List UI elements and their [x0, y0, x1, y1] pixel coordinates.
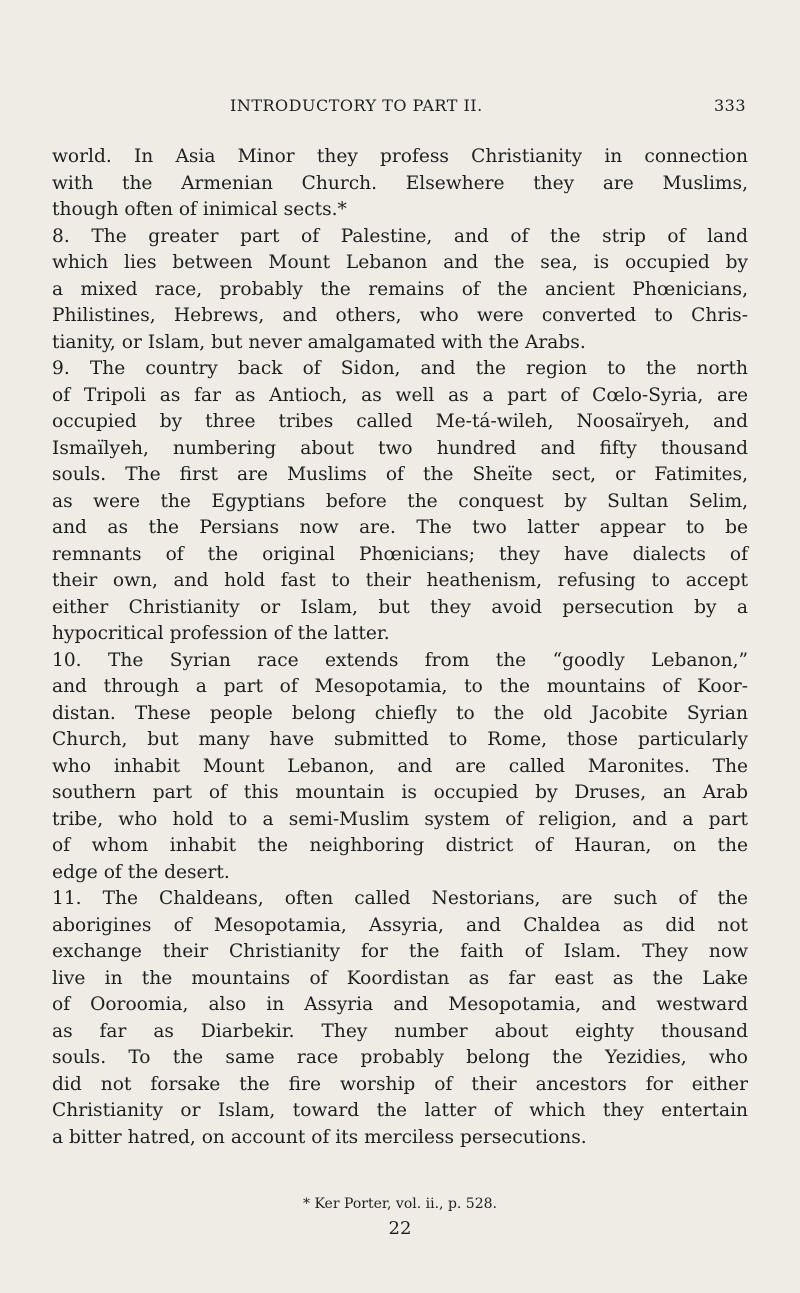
text-line: either Christianity or Islam, but they avoid persecution by a: [52, 596, 748, 618]
text-line: and through a part of Mesopotamia, to the mountains of Koor-: [52, 676, 748, 697]
text-line: 9. The country back of Sidon, and the region to the north: [52, 358, 748, 379]
text-line: hypocritical profession of the latter.: [52, 623, 390, 644]
text-line: Ismaïlyeh, numbering about two hundred and fifty thousand: [52, 437, 748, 459]
text-line: their own, and hold fast to their heathenism, refusing to accept: [52, 570, 748, 591]
text-line: Church, but many have submitted to Rome, those particularly: [52, 729, 748, 750]
text-line: Philistines, Hebrews, and others, who were converted to Chris-: [52, 305, 748, 326]
text-line: which lies between Mount Lebanon and the sea, is occupied by: [52, 252, 748, 273]
text-line: a mixed race, probably the remains of the ancient Phœnicians,: [52, 278, 748, 300]
text-line: who inhabit Mount Lebanon, and are called Maronites. The: [52, 755, 748, 777]
text-line: did not forsake the fire worship of their ancestors for either: [52, 1073, 748, 1095]
text-line: 10. The Syrian race extends from the “goodly Lebanon,”: [52, 649, 748, 671]
text-line: of Tripoli as far as Antioch, as well as a part of Cœlo-Syria, are: [52, 384, 748, 406]
text-line: a bitter hatred, on account of its merciless persecutions.: [52, 1126, 587, 1148]
text-line: southern part of this mountain is occupied by Druses, an Arab: [52, 782, 748, 803]
footnote: * Ker Porter, vol. ii., p. 528.: [303, 1196, 497, 1212]
text-line: 11. The Chaldeans, often called Nestorians, are such of the: [52, 888, 748, 909]
text-line: souls. The first are Muslims of the Sheïte sect, or Fatimites,: [52, 464, 748, 485]
text-line: live in the mountains of Koordistan as far east as the Lake: [52, 967, 748, 989]
text-line: as were the Egyptians before the conquest by Sultan Selim,: [52, 490, 748, 512]
text-line: tianity, or Islam, but never amalgamated with the Arabs.: [52, 331, 586, 353]
text-line: edge of the desert.: [52, 861, 230, 883]
page-number: 333: [713, 96, 746, 115]
text-line: souls. To the same race probably belong the Yezidies, who: [52, 1047, 748, 1068]
body-text: [52, 144, 748, 1151]
text-line: of whom inhabit the neighboring district of Hauran, on the: [52, 835, 748, 856]
text-line: exchange their Christianity for the faith of Islam. They now: [52, 941, 748, 962]
text-line: 8. The greater part of Palestine, and of the strip of land: [52, 225, 748, 247]
text-line: as far as Diarbekir. They number about eighty thousand: [52, 1020, 748, 1042]
text-line: remnants of the original Phœnicians; they have dialects of: [52, 543, 748, 565]
text-line: and as the Persians now are. The two latter appear to be: [52, 517, 748, 538]
text-line: though often of inimical sects.*: [52, 199, 347, 220]
text-line: world. In Asia Minor they profess Christianity in connection: [52, 146, 748, 167]
text-line: with the Armenian Church. Elsewhere they are Muslims,: [52, 172, 748, 194]
text-line: tribe, who hold to a semi-Muslim system of religion, and a part: [52, 808, 748, 830]
text-line: of Ooroomia, also in Assyria and Mesopotamia, and westward: [52, 994, 748, 1015]
text-line: distan. These people belong chiefly to the old Jacobite Syrian: [52, 702, 748, 724]
running-title: INTRODUCTORY TO PART II.: [230, 96, 483, 115]
signature-mark: 22: [388, 1218, 412, 1239]
text-line: aborigines of Mesopotamia, Assyria, and Chaldea as did not: [52, 914, 748, 936]
text-line: occupied by three tribes called Me-tá-wileh, Noosaïryeh, and: [52, 411, 748, 432]
text-line: Christianity or Islam, toward the latter of which they entertain: [52, 1100, 748, 1121]
